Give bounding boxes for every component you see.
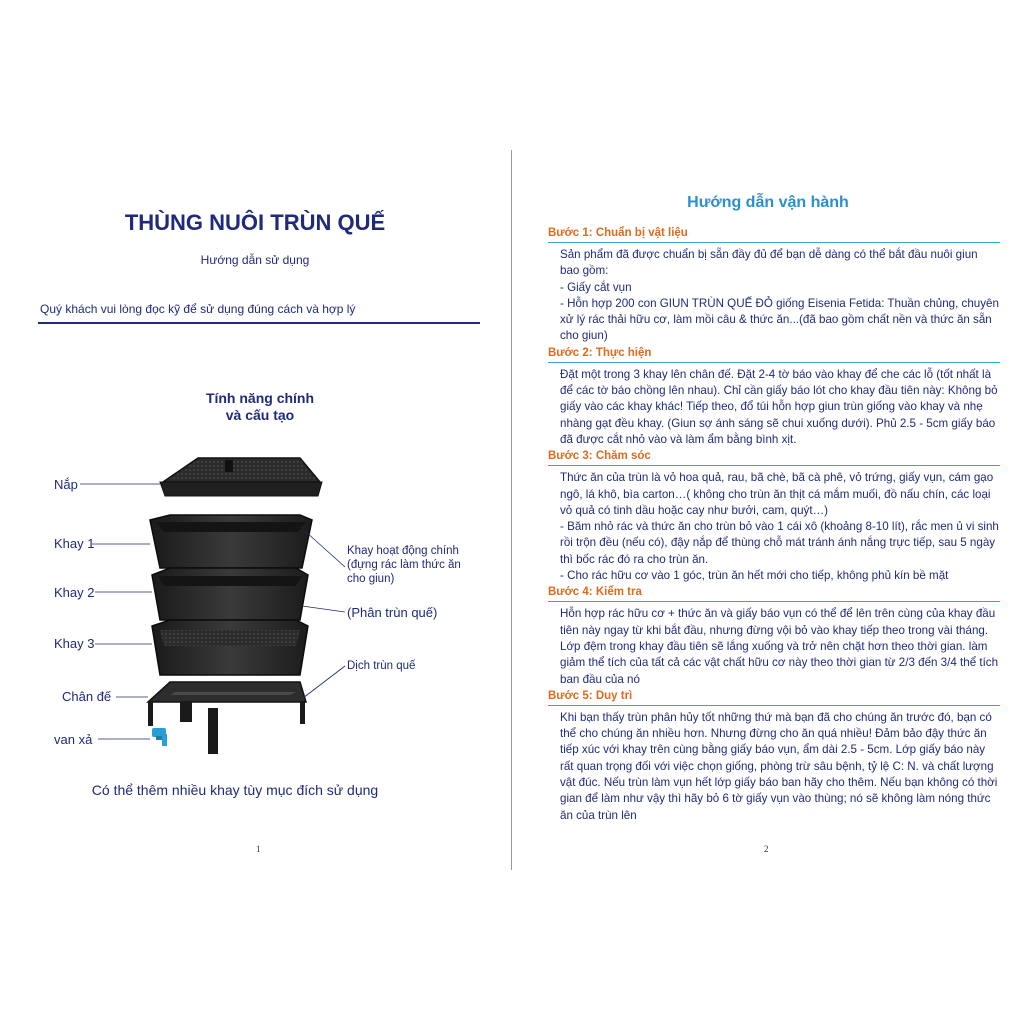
- step-4: [548, 585, 1000, 687]
- label-tray2: Khay 2: [54, 585, 95, 600]
- step-body: Sản phẩm đã được chuẩn bị sẵn đầy đủ để bạn dễ dàng có thể bắt đầu nuôi giun bao gồm: - Giấy cắt vụn - Hỗn hợp 200 con GIUN TRÙN QUẾ ĐỎ giống Eisenia Fetida: Thuần chủng, chuyên xử lý rác thải hữu cơ, làm mồi câu & thức ăn...(đã bao gồm chất nền và thức ăn sẵn cho giun): [560, 248, 999, 343]
- step-heading: Bước 4: Kiểm tra: [548, 585, 1000, 602]
- step-heading: Bước 3: Chăm sóc: [548, 449, 1000, 466]
- step-heading: Bước 2: Thực hiện: [548, 346, 1000, 363]
- label-liquid: Dịch trùn quế: [347, 660, 416, 672]
- page-number-1: 1: [256, 844, 261, 854]
- step-heading: Bước 5: Duy trì: [548, 689, 1000, 706]
- label-tray3: Khay 3: [54, 636, 95, 651]
- step-5: [548, 689, 1000, 824]
- step-2: [548, 346, 1000, 448]
- tray1-shape: [150, 515, 312, 568]
- step-body: Hỗn hợp rác hữu cơ + thức ăn và giấy báo vụn có thể để lên trên cùng của khay đầu tiên này ngay từ khi bắt đầu, nhưng đừng vội bỏ vào khay tiếp theo trong vài tháng. Lớp đệm trong khay đầu tiên sẽ lắng xuống và trở nên chặt hơn theo thời gian. làm giảm thể tích của tất cả các vật chất hữu cơ này theo thời gian từ 2/3 đến 3/4 thể tích ban đầu của nó: [560, 607, 999, 686]
- tray3-shape: [152, 620, 308, 675]
- features-heading: Tính năng chính và cấu tạo: [205, 390, 315, 423]
- base-shape: [148, 682, 306, 754]
- step-heading: Bước 1: Chuẩn bị vật liệu: [548, 226, 1000, 243]
- step-body: Đặt một trong 3 khay lên chân đế. Đặt 2-4 tờ báo vào khay để che các lỗ (tốt nhất là để các tờ báo chồng lên nhau). Chỉ cần giấy báo lót cho khay đầu tiên này: Không bỏ giấy vào các khay khác! Tiếp theo, đổ túi hỗn hợp giun trùn giống vào khay và nhẹ nhàng gạt đều khay. (Giun sợ ánh sáng sẽ chui xuống dưới). Phủ 2.5 - 5cm giấy báo đã được cắt nhỏ vào và làm ẩm bằng bình xịt.: [560, 367, 998, 446]
- document-subtitle: Hướng dẫn sử dụng: [200, 253, 310, 267]
- left-page: [0, 0, 510, 1024]
- page-number-2: 2: [764, 844, 769, 854]
- step-3: [548, 449, 1000, 584]
- step-1: [548, 226, 1000, 345]
- steps-list: [548, 226, 1000, 825]
- document-title: THÙNG NUÔI TRÙN QUẾ: [124, 210, 386, 235]
- lid-shape: [160, 458, 322, 496]
- step-body: Thức ăn của trùn là vỏ hoa quả, rau, bã chè, bã cà phê, vỏ trứng, giấy vụn, cám gạo ngô, lá khô, bìa carton…( không cho trùn ăn thịt cá mắm muối, đồ nấu chín, các loại vỏ quả có tinh dầu hoặc cay như bưởi, cam, quýt…) - Băm nhỏ rác và thức ăn cho trùn bỏ vào 1 cái xô (khoảng 8-10 lít), rắc men ủ vi sinh rồi trộn đều (nếu có), đậy nắp để thùng chỗ mát tránh ánh nắng trực tiếp, sau 5 ngày thì bốc rác đó ra cho trùn ăn. - Cho rác hữu cơ vào 1 góc, trùn ăn hết mới cho tiếp, không phủ kín bề mặt: [560, 471, 999, 583]
- instructions-title: Hướng dẫn vận hành: [687, 194, 849, 211]
- more-trays-note: Có thể thêm nhiều khay tùy mục đích sử dụng: [91, 782, 379, 798]
- step-body: Khi bạn thấy trùn phân hủy tốt những thứ mà bạn đã cho chúng ăn trước đó, bạn có thể cho chúng ăn nhiều hơn. Nhưng đừng cho ăn quá nhiều! Đảm bảo đậy thức ăn tiếp xúc với khay trên cùng bằng giấy báo vụn, ẩm dài 2.5 - 5cm. Lớp giấy báo này rất quan trọng đối với việc chọn giống, phòng trừ sâu bệnh, tỷ lệ C: N. và chất lượng vật đúc. Nếu trùn làm vụn hết lớp giấy báo ban hãy cho thêm. Nếu bạn không có thời gian để làm như vậy thì hãy bỏ 6 tờ giấy vụn vào thùng; nó sẽ không làm nóng thức ăn của trùn lên: [560, 710, 998, 822]
- label-base: Chân đế: [62, 689, 112, 704]
- label-active-tray: Khay hoạt động chính (đựng rác làm thức ăn cho giun): [347, 545, 461, 585]
- usage-notice: Quý khách vui lòng đọc kỹ để sử dụng đúng cách và hợp lý: [40, 302, 356, 316]
- valve-shape: [152, 728, 167, 746]
- label-valve: van xả: [54, 732, 93, 747]
- title-rule: [38, 322, 480, 324]
- label-lid: Nắp: [54, 477, 78, 492]
- right-page: [512, 0, 1024, 1024]
- label-tray1: Khay 1: [54, 536, 95, 551]
- label-compost: (Phân trùn quế): [347, 605, 438, 620]
- tray2-shape: [152, 568, 308, 620]
